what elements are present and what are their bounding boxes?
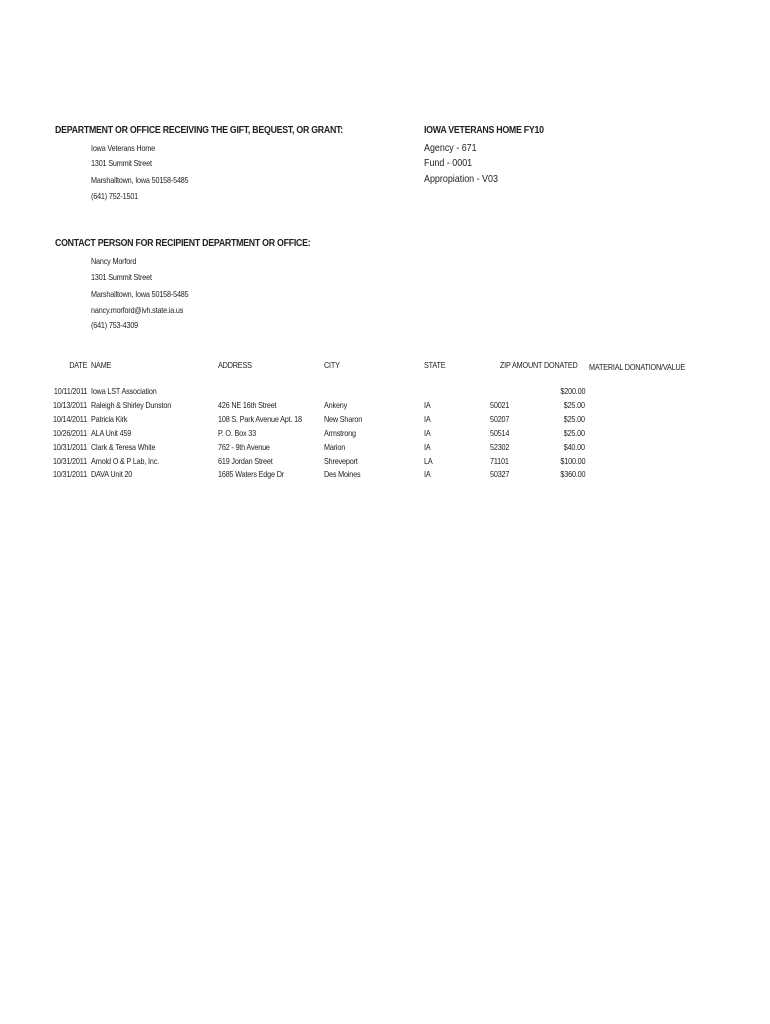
cell-date: 10/26/2011 <box>53 427 87 438</box>
cell-zip: 71101 <box>490 455 509 466</box>
recipient-city-state-zip: Marshalltown, Iowa 50158-5485 <box>91 175 189 185</box>
cell-zip: 50514 <box>490 427 510 438</box>
cell-address: P. O. Box 33 <box>218 427 256 438</box>
cell-name: DAVA Unit 20 <box>91 469 133 480</box>
cell-state: LA <box>424 455 433 466</box>
cell-city: Ankeny <box>324 399 348 410</box>
cell-city: Shreveport <box>324 455 358 466</box>
col-header-name: NAME <box>91 360 112 370</box>
cell-name: Patricia Kirk <box>91 413 128 424</box>
contact-heading: CONTACT PERSON FOR RECIPIENT DEPARTMENT OR OFFICE: <box>55 238 311 249</box>
cell-amount: $25.00 <box>563 399 585 410</box>
cell-amount: $360.00 <box>560 469 585 480</box>
cell-name: Arnold O & P Lab, Inc. <box>91 455 160 466</box>
col-header-material: MATERIAL DONATION/VALUE <box>589 362 686 372</box>
cell-date: 10/31/2011 <box>53 455 87 466</box>
cell-address: 108 S. Park Avenue Apt. 18 <box>218 413 302 424</box>
cell-amount: $200.00 <box>560 386 585 396</box>
fiscal-fund: Fund - 0001 <box>424 157 473 169</box>
cell-date: 10/11/2011 <box>53 386 87 396</box>
cell-amount: $40.00 <box>563 441 585 452</box>
cell-state: IA <box>424 399 431 410</box>
recipient-heading: DEPARTMENT OR OFFICE RECEIVING THE GIFT, BEQUEST, OR GRANT: <box>55 125 343 136</box>
cell-date: 10/14/2011 <box>53 413 87 424</box>
cell-name: Raleigh & Shirley Dunston <box>91 399 172 410</box>
contact-city-state-zip: Marshalltown, Iowa 50158-5485 <box>91 289 189 299</box>
cell-city: Marion <box>324 441 346 452</box>
cell-amount: $100.00 <box>560 455 585 466</box>
cell-name: Iowa LST Association <box>91 386 157 396</box>
cell-state: IA <box>424 413 431 424</box>
fiscal-heading: IOWA VETERANS HOME FY10 <box>424 125 544 136</box>
contact-phone: (641) 753-4309 <box>91 320 139 330</box>
recipient-street: 1301 Summit Street <box>91 158 152 168</box>
cell-amount: $25.00 <box>563 413 585 424</box>
col-header-city: CITY <box>324 360 340 370</box>
contact-name: Nancy Morford <box>91 256 137 266</box>
cell-name: Clark & Teresa White <box>91 441 156 452</box>
recipient-phone: (641) 752-1501 <box>91 191 139 201</box>
col-header-amount: AMOUNT DONATED <box>512 360 578 370</box>
contact-email[interactable]: nancy.morford@ivh.state.ia.us <box>91 305 184 315</box>
cell-zip: 50207 <box>490 413 510 424</box>
cell-date: 10/31/2011 <box>53 469 87 480</box>
recipient-name: Iowa Veterans Home <box>91 143 156 153</box>
col-header-zip: ZIP <box>500 360 511 370</box>
contact-street: 1301 Summit Street <box>91 272 152 282</box>
cell-city: New Sharon <box>324 413 363 424</box>
fiscal-appropriation: Appropiation - V03 <box>424 173 498 185</box>
col-header-date: DATE <box>68 360 87 370</box>
cell-zip: 50327 <box>490 469 510 480</box>
cell-state: IA <box>424 441 431 452</box>
cell-address: 619 Jordan Street <box>218 455 273 466</box>
cell-address: 762 - 9th Avenue <box>218 441 270 452</box>
cell-address: 426 NE 16th Street <box>218 399 277 410</box>
col-header-address: ADDRESS <box>218 360 252 370</box>
cell-name: ALA Unit 459 <box>91 427 132 438</box>
cell-date: 10/31/2011 <box>53 441 87 452</box>
cell-date: 10/13/2011 <box>53 399 87 410</box>
fiscal-agency: Agency - 671 <box>424 142 477 154</box>
cell-city: Armstrong <box>324 427 356 438</box>
cell-zip: 52302 <box>490 441 510 452</box>
cell-address: 1685 Waters Edge Dr <box>218 469 284 480</box>
cell-state: IA <box>424 469 431 480</box>
cell-state: IA <box>424 427 431 438</box>
cell-city: Des Moines <box>324 469 361 480</box>
cell-zip: 50021 <box>490 399 510 410</box>
cell-amount: $25.00 <box>563 427 585 438</box>
col-header-state: STATE <box>424 360 446 370</box>
